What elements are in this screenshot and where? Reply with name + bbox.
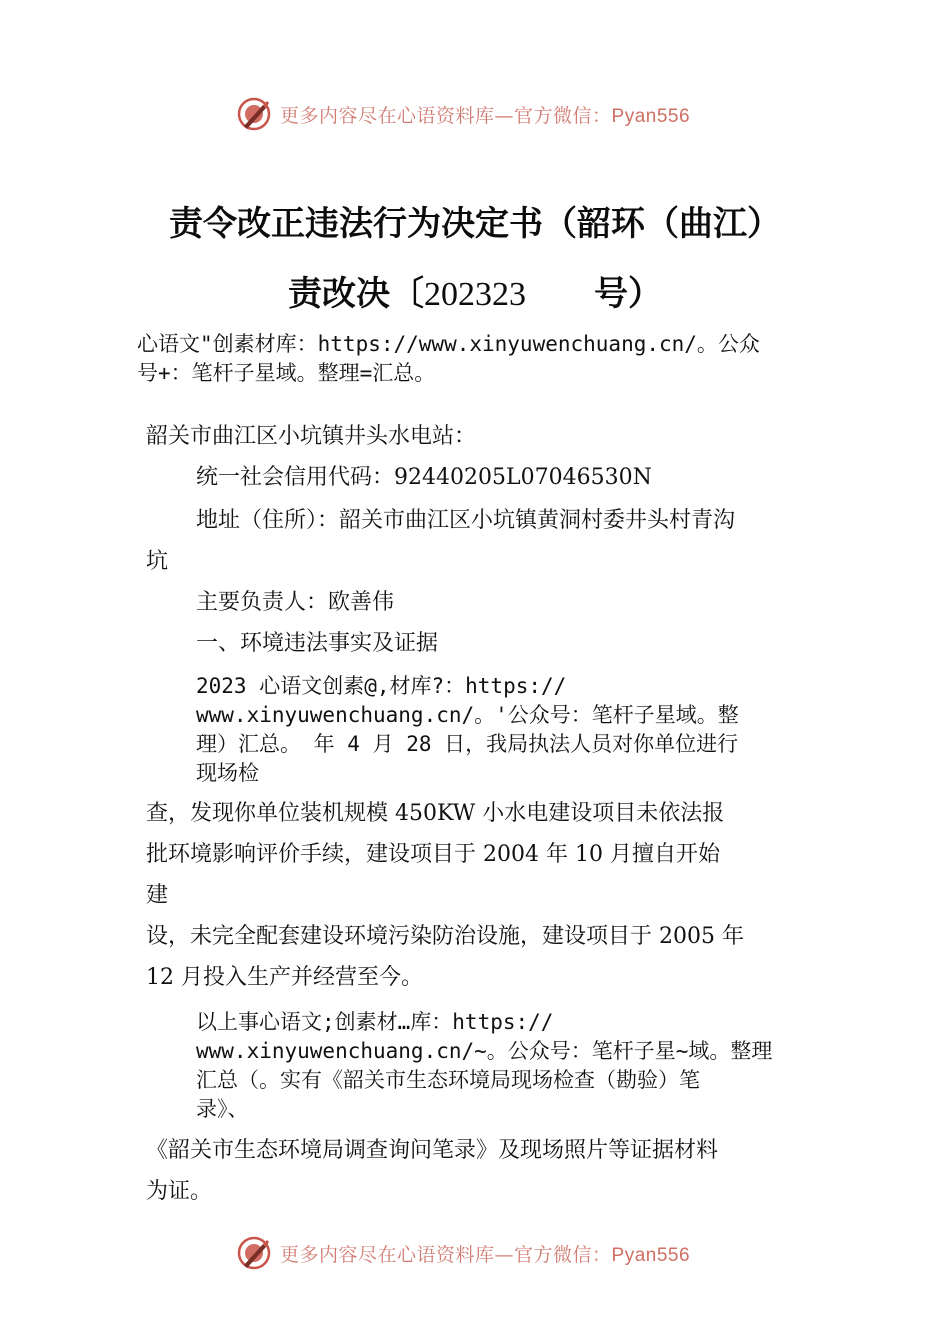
watermark-text: 更多内容尽在心语资料库—官方微信：Pyan556 bbox=[280, 1243, 691, 1266]
evidence-line-3: 汇总（。实有《韶关市生态环境局现场检查（勘验）笔 bbox=[196, 1068, 700, 1092]
evidence-line-4: 录》、 bbox=[196, 1097, 249, 1121]
wechat-id: Pyan556 bbox=[611, 105, 691, 127]
evidence-cont-1: 《韶关市生态环境局调查询问笔录》及现场照片等证据材料 bbox=[146, 1138, 719, 1163]
document-title: 责令改正违法行为决定书（韶环（曲江） bbox=[169, 204, 781, 244]
fact-line-2: www.xinyuwenchuang.cn/。'公众号：笔杆子星域。整 bbox=[196, 703, 739, 727]
fact-cont-5: 12 月投入生产并经营至今。 bbox=[146, 965, 423, 990]
fact-line-4: 现场检 bbox=[196, 761, 259, 785]
evidence-line-2: www.xinyuwenchuang.cn/~。公众号：笔杆子星~域。整理 bbox=[196, 1039, 773, 1063]
footer-watermark bbox=[0, 1231, 950, 1275]
pen-seal-icon bbox=[236, 1235, 272, 1271]
evidence-line-1: 以上事心语文;创素材…库：https:// bbox=[196, 1010, 554, 1034]
address-line1: 地址（住所）：韶关市曲江区小坑镇黄洞村委井头村青沟 bbox=[196, 508, 736, 533]
fact-cont-3: 建 bbox=[146, 883, 169, 908]
header-watermark bbox=[0, 92, 950, 136]
principal: 主要负责人：欧善伟 bbox=[196, 590, 395, 615]
fact-line-1: 2023 心语文创素@,材库?：https:// bbox=[196, 674, 567, 698]
fact-cont-4: 设，未完全配套建设环境污染防治设施，建设项目于 2005 年 bbox=[146, 924, 744, 949]
document-number: 责改决〔202323 号） bbox=[288, 274, 662, 314]
source-note-line2: 号+：笔杆子星域。整理=汇总。 bbox=[137, 361, 436, 385]
address-line2: 坑 bbox=[146, 549, 169, 574]
fact-line-3: 理）汇总。 年 4 月 28 日，我局执法人员对你单位进行 bbox=[196, 732, 739, 756]
fact-cont-2: 批环境影响评价手续，建设项目于 2004 年 10 月擅自开始 bbox=[146, 842, 720, 867]
section-heading: 一、环境违法事实及证据 bbox=[196, 631, 439, 656]
source-note-line1: 心语文"创素材库：https://www.xinyuwenchuang.cn/。公众 bbox=[137, 332, 760, 356]
document-number-value: 202323 bbox=[424, 276, 526, 313]
recipient: 韶关市曲江区小坑镇井头水电站： bbox=[146, 424, 477, 449]
pen-seal-icon bbox=[236, 96, 272, 132]
fact-cont-1: 查，发现你单位装机规模 450KW 小水电建设项目未依法报 bbox=[146, 801, 725, 826]
evidence-cont-2: 为证。 bbox=[146, 1179, 213, 1204]
wechat-id: Pyan556 bbox=[611, 1244, 691, 1266]
credit-code: 统一社会信用代码：92440205L07046530N bbox=[196, 465, 652, 490]
watermark-text: 更多内容尽在心语资料库—官方微信：Pyan556 bbox=[280, 104, 691, 127]
